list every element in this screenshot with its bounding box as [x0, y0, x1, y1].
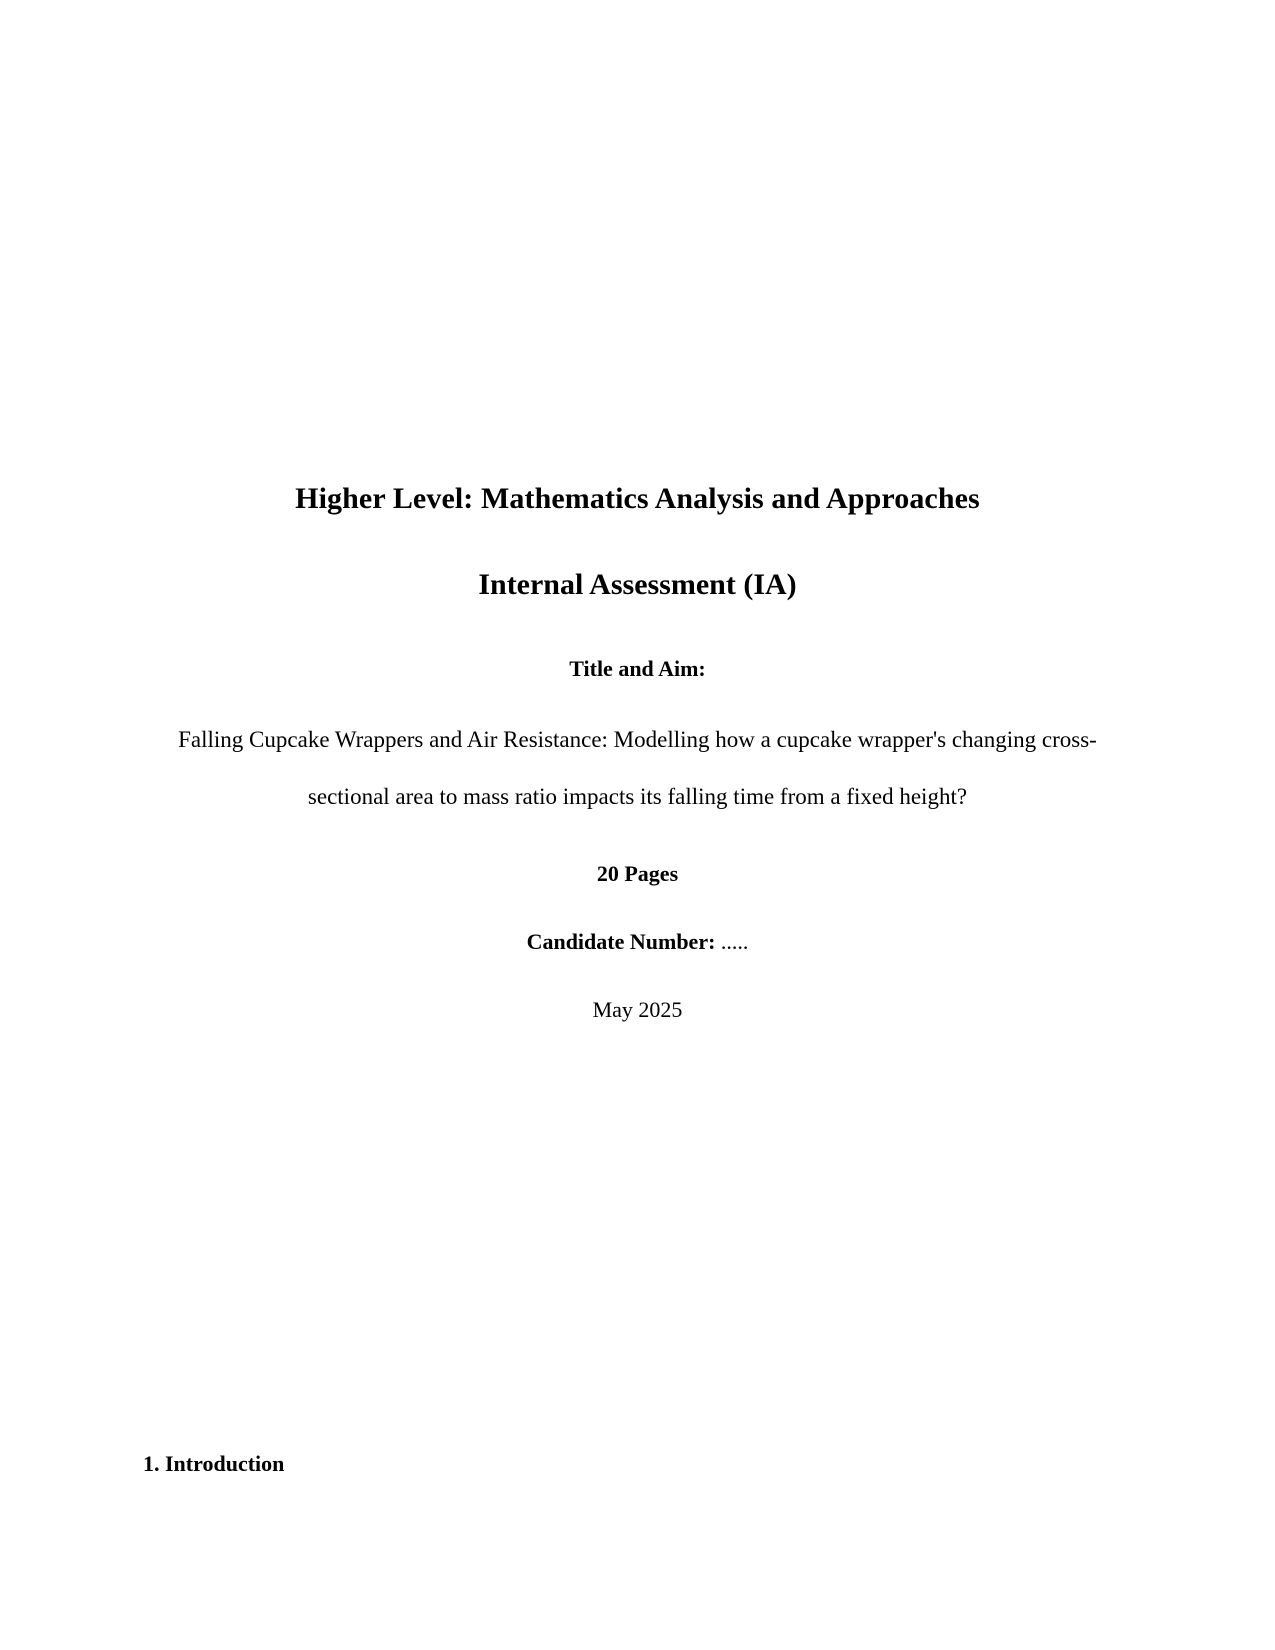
document-date: May 2025	[592, 997, 683, 1022]
page-title: Higher Level: Mathematics Analysis and Approaches	[295, 482, 980, 515]
candidate-number	[143, 889, 1132, 957]
page-count: 20 Pages	[596, 861, 679, 886]
title-and-aim-label: Title and Aim:	[569, 656, 706, 681]
document-subtitle: Internal Assessment (IA)	[478, 568, 797, 601]
candidate-number-label: Candidate Number:	[526, 929, 716, 954]
section-heading-introduction: 1. Introduction	[143, 1451, 285, 1476]
title-block	[143, 478, 1132, 1025]
candidate-number-value: .....	[720, 929, 749, 954]
page-content	[143, 0, 1132, 1650]
aim-statement: Falling Cupcake Wrappers and Air Resistance: Modelling how a cupcake wrapper's changing cross-sectional area to mass ratio impacts its falling time from a fixed height?	[178, 727, 1097, 809]
